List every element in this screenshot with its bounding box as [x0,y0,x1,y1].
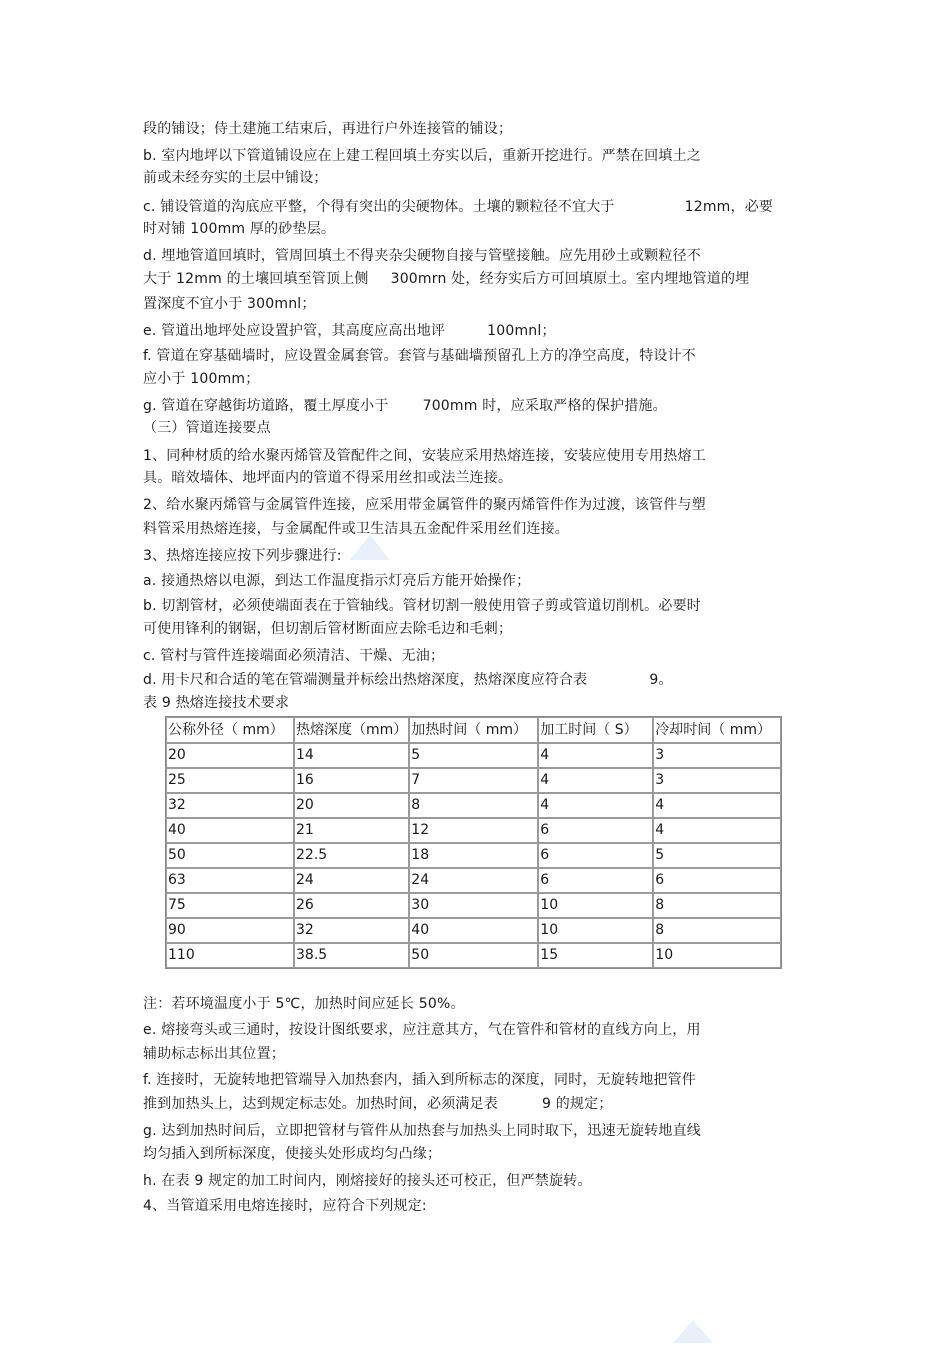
table-header-row [166,717,781,743]
table-row [166,868,781,893]
paragraph-line: 辅助标志标出其位置； [143,1046,285,1062]
paragraph-line: b. 切割管材，必须使端面表在于管轴线。管材切割一般使用管子剪或管道切削机。必要时 [143,598,701,614]
paragraph-line: d. 用卡尺和合适的笔在管端测量并标绘出热熔深度，热熔深度应符合表 9。 [143,672,673,688]
table-cell: 4 [538,793,653,818]
table-cell: 10 [538,893,653,918]
table-row [166,818,781,843]
table-cell: 10 [653,943,781,968]
paragraph-line: 3、热熔连接应按下列步骤进行: [143,548,342,564]
table-cell: 8 [653,893,781,918]
paragraph-line: e. 熔接弯头或三通时，按设计图纸要求，应注意其方，气在管件和管材的直线方向上，用 [143,1022,701,1038]
table-row [166,743,781,768]
table-row [166,893,781,918]
paragraph-line: g. 达到加热时间后，立即把管材与管件从加热套与加热头上同时取下，迅速无旋转地直线 [143,1123,701,1139]
watermark-mark [345,530,395,570]
paragraph-line: 4、当管道采用电熔连接时，应符合下列规定: [143,1198,427,1214]
table-cell: 16 [294,768,409,793]
paragraph-line: c. 管村与管件连接端面必须清洁、干燥、无油； [143,648,445,664]
table-cell: 18 [409,843,538,868]
table-header-cell: 加工时间（ S） [538,717,653,743]
paragraph-line: 前或未经夯实的土层中铺设； [143,170,328,186]
table-cell: 3 [653,743,781,768]
paragraph-line: 可使用锋利的钢锯，但切割后管材断面应去除毛边和毛刺； [143,621,513,637]
paragraph-line: f. 连接时，无旋转地把管端导入加热套内，插入到所标志的深度，同时，无旋转地把管件 [143,1072,697,1088]
table-cell: 30 [409,893,538,918]
table-cell: 4 [653,793,781,818]
paragraph-line: 时对铺 100mm 厚的砂垫层。 [143,221,336,237]
paragraph-line: 具。暗效墙体、地坪面内的管道不得采用丝扣或法兰连接。 [143,470,513,486]
table-row [166,943,781,968]
paragraph-line: b. 室内地坪以下管道铺设应在上建工程回填土夯实以后，重新开挖进行。严禁在回填土之 [143,148,701,164]
table-cell: 26 [294,893,409,918]
table-cell: 4 [538,743,653,768]
paragraph-line: g. 管道在穿越街坊道路，覆土厚度小于 700mm 时，应采取严格的保护措施。 [143,398,667,414]
table-caption: 表 9 热熔连接技术要求 [143,695,290,711]
table-note: 注：若环境温度小于 5℃，加热时间应延长 50%。 [143,996,465,1012]
table-cell: 40 [409,918,538,943]
paragraph-line: 2、给水聚丙烯管与金属管件连接，应采用带金属管件的聚丙烯管件作为过渡，该管件与塑 [143,497,706,513]
paragraph-line: c. 铺设管道的沟底应平整，个得有突出的尖硬物体。土壤的颗粒径不宜大于 12mm，必要 [143,199,774,215]
table-cell: 22.5 [294,843,409,868]
paragraph-line: e. 管道出地坪处应设置护管，其高度应高出地评 100mnl； [143,323,556,339]
paragraph-line: 置深度不宜小于 300mnl； [143,296,316,312]
table-row [166,768,781,793]
table-cell: 10 [538,918,653,943]
paragraph-line: 大于 12mm 的土壤回填至管顶上侧 300mrn 处，经夯实后方可回填原土。室内埋地管道的埋 [143,271,750,287]
table-cell: 14 [294,743,409,768]
table-header-cell: 冷却时间（ mm） [653,717,781,743]
table-cell: 50 [166,843,294,868]
table-cell: 3 [653,768,781,793]
table-header-cell: 热熔深度（mm） [294,717,409,743]
table-cell: 32 [294,918,409,943]
table-cell: 12 [409,818,538,843]
paragraph-line: f. 管道在穿基础墙时，应设置金属套管。套管与基础墙预留孔上方的净空高度，特设计不 [143,348,697,364]
table-cell: 6 [538,818,653,843]
paragraph-line: 均匀插入到所标深度，使接头处形成均匀凸缘； [143,1146,442,1162]
table-cell: 21 [294,818,409,843]
table-cell: 4 [538,768,653,793]
table-cell: 8 [653,918,781,943]
table-cell: 5 [409,743,538,768]
table-cell: 4 [653,818,781,843]
table-cell: 20 [166,743,294,768]
table-cell: 15 [538,943,653,968]
table-cell: 40 [166,818,294,843]
table-cell: 7 [409,768,538,793]
watermark-mark [668,1318,718,1345]
table-cell: 63 [166,868,294,893]
hot-melt-requirements-table [165,716,782,969]
table-cell: 8 [409,793,538,818]
paragraph-line: 推到加热头上，达到规定标志处。加热时间，必须满足表 9 的规定； [143,1096,613,1112]
table-header-cell: 加热时间（ mm） [409,717,538,743]
table-cell: 38.5 [294,943,409,968]
paragraph-line: h. 在表 9 规定的加工时间内，刚熔接好的接头还可校正，但严禁旋转。 [143,1173,592,1189]
table-row [166,843,781,868]
table-cell: 20 [294,793,409,818]
paragraph-line: 应小于 100mm； [143,371,260,387]
table-cell: 90 [166,918,294,943]
table-row [166,793,781,818]
table-cell: 110 [166,943,294,968]
paragraph-line: 1、同种材质的给水聚丙烯管及管配件之间，安装应采用热熔连接，安装应使用专用热熔工 [143,448,706,464]
table-cell: 32 [166,793,294,818]
table-cell: 24 [294,868,409,893]
table-cell: 6 [538,843,653,868]
table-cell: 5 [653,843,781,868]
paragraph-line: d. 埋地管道回填时，管周回填土不得夹杂尖硬物自接与管壁接触。应先用砂土或颗粒径不 [143,248,701,264]
section-heading: （三）管道连接要点 [143,420,271,436]
paragraph-line: a. 接通热熔以电源，到达工作温度指示灯亮后方能开始操作； [143,573,531,589]
table-cell: 6 [538,868,653,893]
paragraph-line: 段的铺设；侍土建施工结束后，再进行户外连接管的铺设； [143,121,513,137]
table-cell: 6 [653,868,781,893]
table-cell: 24 [409,868,538,893]
table-cell: 75 [166,893,294,918]
paragraph-line: 料管采用热熔连接，与金属配件或卫生洁具五金配件采用丝们连接。 [143,521,569,537]
table-row [166,918,781,943]
table-cell: 50 [409,943,538,968]
table-cell: 25 [166,768,294,793]
table-header-cell: 公称外径（ mm） [166,717,294,743]
